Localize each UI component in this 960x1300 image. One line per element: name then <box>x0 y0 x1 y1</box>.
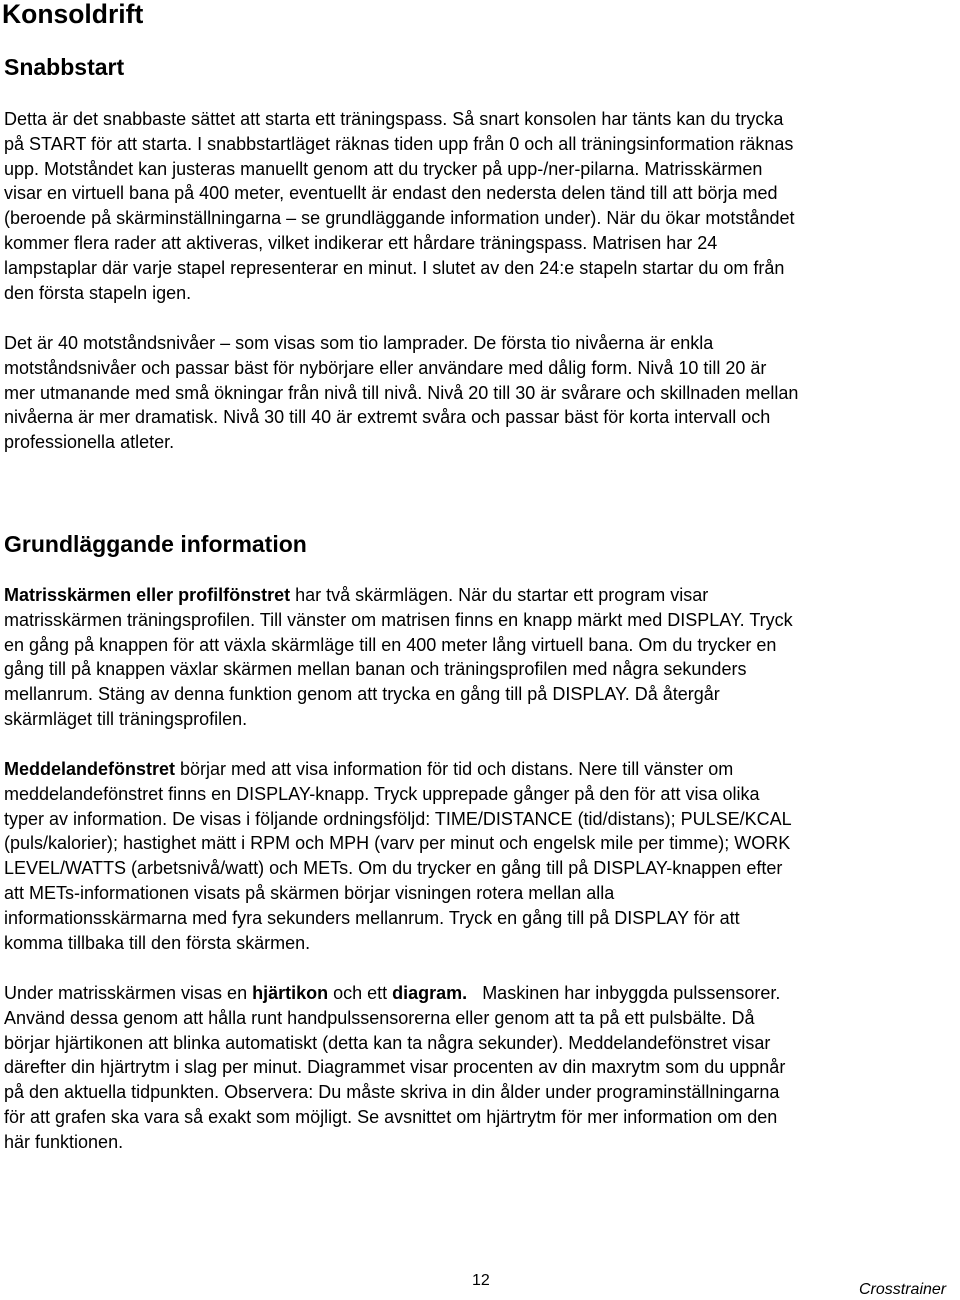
quickstart-paragraph-2 <box>4 331 956 455</box>
quickstart-heading: Snabbstart <box>4 54 125 80</box>
text-line: nivåerna är mer dramatisk. Nivå 30 till 40 är extremt svåra och passar bäst för korta intervall och <box>4 407 771 428</box>
page-title: Konsoldrift <box>2 0 144 29</box>
text-line: därefter din hjärtrytm i slag per minut. Diagrammet visar procenten av din maxrytm som du uppnår <box>4 1057 786 1078</box>
text-run: Under matrisskärmen visas en <box>4 983 253 1003</box>
text-line: att METs-informationen visats på skärmen börjar visningen rotera mellan alla <box>4 882 615 903</box>
text-line: typer av information. De visas i följande ordningsföljd: TIME/DISTANCE (tid/distans); PULSE/KCAL <box>4 808 792 829</box>
text-run: börjar med att visa information för tid och distans. Nere till vänster om <box>175 759 734 779</box>
bold-term: Matrisskärmen eller profilfönstret <box>4 585 291 605</box>
text-line: mer utmanande med små ökningar från nivå till nivå. Nivå 20 till 30 är svårare och skillnaden mellan <box>4 382 799 403</box>
text-line: meddelandefönstret finns en DISPLAY-knapp. Tryck upprepade gånger på den för att visa olika <box>4 783 760 804</box>
text-line: (beroende på skärminställningarna – se grundläggande information under). När du ökar motståndet <box>4 208 795 229</box>
text-line <box>4 757 956 782</box>
text-line: komma tillbaka till den första skärmen. <box>4 932 311 953</box>
text-line: lampstaplar där varje stapel representerar en minut. I slutet av den 24:e stapeln startar du om från <box>4 257 785 278</box>
text-line: kommer flera rader att aktiveras, vilket indikerar ett hårdare träningspass. Matrisen har 24 <box>4 232 718 253</box>
text-line <box>4 981 956 1006</box>
text-line: (puls/kalorier); hastighet mätt i RPM och MPH (varv per minut och engelsk mile per timme); WORK <box>4 833 791 854</box>
text-line: upp. Motståndet kan justeras manuellt genom att du trycker på upp-/ner-pilarna. Matrisskärmen <box>4 158 763 179</box>
text-line: den första stapeln igen. <box>4 282 192 303</box>
bold-term: diagram. <box>392 983 468 1003</box>
text-line: för att grafen ska vara så exakt som möjligt. Se avsnittet om hjärtrytm för mer information om den <box>4 1106 778 1127</box>
text-line: på START för att starta. I snabbstartläget räknas tiden upp från 0 och all träningsinformation räknas <box>4 133 794 154</box>
text-line: gång till på knappen växlar skärmen mellan banan och träningsprofilen med några sekunders <box>4 659 747 680</box>
basic-info-paragraph-2 <box>4 757 956 955</box>
bold-term: Meddelandefönstret <box>4 759 176 779</box>
text-line: Använd dessa genom att hålla runt handpulssensorerna eller genom att ta på ett pulsbälte. Då <box>4 1007 755 1028</box>
text-line: visar en virtuell bana på 400 meter, eventuellt är endast den nedersta delen tänd till att börja med <box>4 183 778 204</box>
page-number: 12 <box>472 1272 490 1289</box>
text-run: har två skärmlägen. När du startar ett program visar <box>290 585 709 605</box>
text-line: mellanrum. Stäng av denna funktion genom att trycka en gång till på DISPLAY. Då återgår <box>4 684 720 705</box>
bold-term: hjärtikon <box>252 983 329 1003</box>
text-line: Det är 40 motståndsnivåer – som visas som tio lamprader. De första tio nivåerna är enkla <box>4 333 714 353</box>
text-line: på den aktuella tidpunkten. Observera: Du måste skriva in din ålder under programinställningarna <box>4 1082 780 1103</box>
quickstart-paragraph-1 <box>4 107 956 305</box>
text-line: här funktionen. <box>4 1131 124 1152</box>
text-line <box>4 583 956 608</box>
basic-info-heading: Grundläggande information <box>4 531 307 557</box>
text-line: börjar hjärtikonen att blinka automatiskt (detta kan ta några sekunder). Meddelandefönstret visar <box>4 1032 771 1053</box>
text-line: skärmläget till träningsprofilen. <box>4 708 248 729</box>
text-line: Detta är det snabbaste sättet att starta ett träningspass. Så snart konsolen har tänts kan du trycka <box>4 109 784 129</box>
basic-info-paragraph-1 <box>4 583 956 732</box>
text-line: motståndsnivåer och passar bäst för nybörjare eller användare med dålig form. Nivå 10 till 20 är <box>4 357 767 378</box>
footer-brand: Crosstrainer <box>859 1281 947 1298</box>
text-run: och ett <box>328 983 393 1003</box>
basic-info-paragraph-3 <box>4 981 956 1155</box>
text-run: Maskinen har inbyggda pulssensorer. <box>467 983 781 1003</box>
text-line: matrisskärmen träningsprofilen. Till vänster om matrisen finns en knapp märkt med DISPLAY. Tryck <box>4 609 793 630</box>
text-line: LEVEL/WATTS (arbetsnivå/watt) och METs. Om du trycker en gång till på DISPLAY-knappen efter <box>4 858 783 879</box>
text-line: informationsskärmarna med fyra sekunders mellanrum. Tryck en gång till på DISPLAY för att <box>4 907 740 928</box>
text-line: en gång på knappen för att växla skärmläge till en 400 meter lång virtuell bana. Om du trycker en <box>4 634 777 655</box>
text-line: professionella atleter. <box>4 432 175 453</box>
